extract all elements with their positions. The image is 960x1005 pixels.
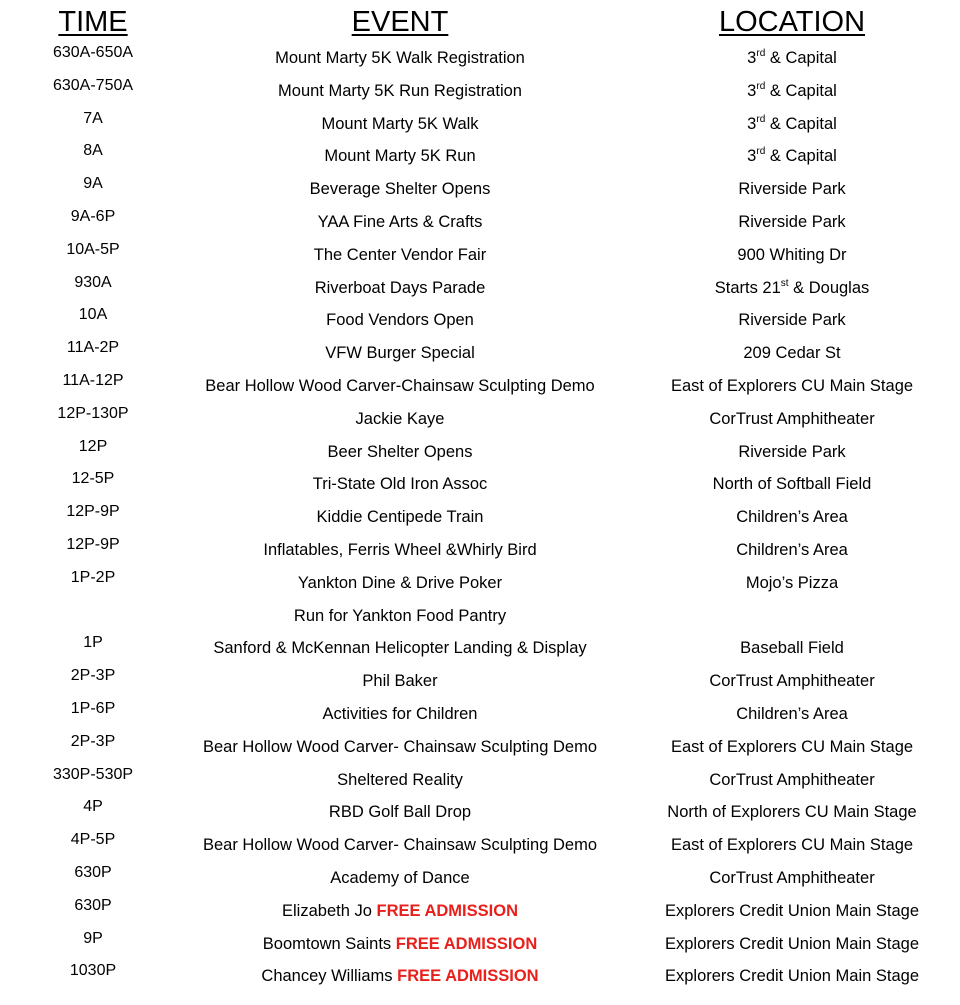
event-header: EVENT bbox=[351, 6, 449, 38]
row-time: 630P bbox=[74, 896, 112, 914]
row-location bbox=[736, 705, 848, 724]
row-location bbox=[709, 771, 874, 790]
event-name: Bear Hollow Wood Carver- Chainsaw Sculpting Demo bbox=[202, 836, 598, 855]
free-admission-label: FREE ADMISSION bbox=[376, 901, 518, 920]
event-name: Food Vendors Open bbox=[326, 311, 474, 330]
row-event bbox=[321, 115, 478, 134]
row-location bbox=[709, 410, 874, 429]
schedule-row bbox=[0, 372, 960, 405]
row-time: 12P bbox=[78, 437, 108, 455]
schedule-row bbox=[0, 208, 960, 241]
row-event bbox=[261, 967, 538, 986]
location-text: Baseball Field bbox=[740, 639, 844, 658]
row-location bbox=[737, 246, 846, 265]
row-location bbox=[715, 279, 870, 298]
row-location bbox=[665, 935, 919, 954]
schedule-table bbox=[0, 44, 960, 995]
schedule-row bbox=[0, 634, 960, 667]
event-name: VFW Burger Special bbox=[325, 344, 475, 363]
event-name: YAA Fine Arts & Crafts bbox=[317, 212, 483, 231]
row-time: 630P bbox=[74, 863, 112, 881]
row-time: 2P-3P bbox=[70, 667, 116, 685]
row-time: 12P-9P bbox=[66, 503, 120, 521]
event-name: Phil Baker bbox=[362, 672, 438, 691]
location-text: 209 Cedar St bbox=[743, 344, 841, 363]
schedule-row bbox=[0, 930, 960, 963]
row-location bbox=[671, 836, 913, 855]
schedule-row bbox=[0, 700, 960, 733]
row-location bbox=[736, 508, 848, 527]
row-event bbox=[298, 574, 502, 593]
row-event bbox=[282, 902, 518, 921]
row-event bbox=[315, 279, 486, 298]
row-time: 1030P bbox=[69, 962, 117, 980]
schedule-row bbox=[0, 536, 960, 569]
event-name: Academy of Dance bbox=[330, 868, 470, 887]
row-event bbox=[203, 836, 597, 855]
row-event bbox=[213, 639, 586, 658]
location-text: Mojo’s Pizza bbox=[745, 573, 839, 592]
row-location bbox=[740, 639, 844, 658]
event-name: Bear Hollow Wood Carver-Chainsaw Sculpting Demo bbox=[205, 376, 595, 395]
event-name: Tri-State Old Iron Assoc bbox=[312, 475, 488, 494]
event-name: Sheltered Reality bbox=[337, 770, 463, 789]
row-time: 1P bbox=[83, 634, 103, 652]
event-name: Mount Marty 5K Run Registration bbox=[278, 81, 522, 100]
event-name: Jackie Kaye bbox=[355, 409, 445, 428]
row-time: 4P-5P bbox=[70, 831, 116, 849]
row-location bbox=[738, 180, 845, 199]
row-time: 1P-2P bbox=[70, 568, 116, 586]
row-time: 7A bbox=[83, 109, 103, 127]
location-text: North of Explorers CU Main Stage bbox=[667, 803, 917, 822]
location-text: Children’s Area bbox=[736, 540, 848, 559]
row-event bbox=[263, 935, 537, 954]
location-text-suffix: & Capital bbox=[765, 114, 837, 133]
row-event bbox=[310, 180, 491, 199]
event-name: Chancey Williams bbox=[261, 967, 393, 986]
row-time: 9P bbox=[83, 929, 103, 947]
location-text: Starts 21 bbox=[714, 278, 781, 297]
row-event bbox=[275, 49, 525, 68]
row-event bbox=[326, 311, 474, 330]
row-location bbox=[709, 672, 874, 691]
time-header: TIME bbox=[58, 6, 128, 38]
location-text: 900 Whiting Dr bbox=[737, 245, 847, 264]
location-text: 3 bbox=[747, 81, 757, 100]
row-location bbox=[667, 803, 916, 822]
schedule-row bbox=[0, 864, 960, 897]
schedule-row bbox=[0, 602, 960, 635]
schedule-row bbox=[0, 339, 960, 372]
location-text: Children’s Area bbox=[736, 704, 848, 723]
schedule-row bbox=[0, 306, 960, 339]
row-event bbox=[314, 246, 486, 265]
event-name: Mount Marty 5K Run bbox=[324, 147, 476, 166]
row-event bbox=[324, 147, 475, 166]
row-time: 930A bbox=[74, 273, 112, 291]
row-event bbox=[337, 771, 463, 790]
event-name: Beverage Shelter Opens bbox=[309, 180, 491, 199]
event-name: Run for Yankton Food Pantry bbox=[293, 606, 507, 625]
event-name: Kiddie Centipede Train bbox=[316, 508, 484, 527]
schedule-row bbox=[0, 897, 960, 930]
location-text: Riverside Park bbox=[738, 311, 846, 330]
ordinal-suffix: st bbox=[780, 277, 789, 289]
row-event bbox=[278, 82, 522, 101]
event-name: Elizabeth Jo bbox=[282, 901, 372, 920]
row-time: 10A-5P bbox=[66, 240, 120, 258]
location-text-suffix: & Capital bbox=[765, 81, 837, 100]
row-time: 11A-12P bbox=[62, 371, 124, 389]
row-event bbox=[362, 672, 437, 691]
schedule-row bbox=[0, 470, 960, 503]
location-text: Children’s Area bbox=[736, 508, 848, 527]
row-location bbox=[713, 475, 872, 494]
row-time: 9A-6P bbox=[70, 207, 116, 225]
row-time: 12P-9P bbox=[66, 535, 120, 553]
schedule-row bbox=[0, 438, 960, 471]
row-location bbox=[665, 967, 919, 986]
schedule-row bbox=[0, 241, 960, 274]
event-name: The Center Vendor Fair bbox=[313, 245, 487, 264]
location-text-suffix: & Douglas bbox=[788, 278, 870, 297]
schedule-row bbox=[0, 831, 960, 864]
row-time: 12-5P bbox=[71, 470, 115, 488]
schedule-row bbox=[0, 142, 960, 175]
row-event bbox=[329, 803, 471, 822]
row-location bbox=[746, 574, 838, 593]
row-event bbox=[294, 607, 506, 626]
ordinal-suffix: rd bbox=[756, 113, 766, 125]
row-time: 12P-130P bbox=[57, 404, 129, 422]
location-text: East of Explorers CU Main Stage bbox=[670, 737, 914, 756]
location-text: 3 bbox=[747, 147, 757, 166]
row-time: 630A-750A bbox=[52, 76, 134, 94]
row-time: 630A-650A bbox=[52, 44, 134, 61]
row-event bbox=[323, 705, 478, 724]
location-text: East of Explorers CU Main Stage bbox=[670, 376, 914, 395]
schedule-row bbox=[0, 962, 960, 995]
row-location bbox=[747, 147, 837, 166]
schedule-row bbox=[0, 77, 960, 110]
location-text: 3 bbox=[747, 114, 757, 133]
location-text: Explorers Credit Union Main Stage bbox=[664, 967, 920, 986]
schedule-row bbox=[0, 733, 960, 766]
schedule-row bbox=[0, 175, 960, 208]
free-admission-label: FREE ADMISSION bbox=[397, 967, 539, 986]
row-event bbox=[356, 410, 445, 429]
ordinal-suffix: rd bbox=[756, 48, 766, 59]
row-event bbox=[328, 443, 473, 462]
event-name: RBD Golf Ball Drop bbox=[328, 803, 472, 822]
location-text: CorTrust Amphitheater bbox=[709, 868, 875, 887]
row-location bbox=[709, 869, 874, 888]
event-name: Boomtown Saints bbox=[262, 934, 392, 953]
event-name: Bear Hollow Wood Carver- Chainsaw Sculpting Demo bbox=[202, 737, 598, 756]
row-event bbox=[203, 738, 597, 757]
row-event bbox=[205, 377, 594, 396]
location-text: Riverside Park bbox=[738, 180, 846, 199]
schedule-row bbox=[0, 766, 960, 799]
row-time: 1P-6P bbox=[70, 699, 116, 717]
row-location bbox=[743, 344, 840, 363]
row-location bbox=[671, 738, 913, 757]
location-text: Explorers Credit Union Main Stage bbox=[664, 934, 920, 953]
row-location bbox=[738, 443, 845, 462]
row-time: 10A bbox=[78, 306, 108, 324]
schedule-row bbox=[0, 503, 960, 536]
row-location bbox=[747, 82, 837, 101]
location-text: North of Softball Field bbox=[712, 475, 872, 494]
row-event bbox=[325, 344, 474, 363]
row-location bbox=[747, 115, 837, 134]
row-location bbox=[736, 541, 848, 560]
location-text: Explorers Credit Union Main Stage bbox=[664, 901, 920, 920]
row-time: 2P-3P bbox=[70, 732, 116, 750]
event-name: Mount Marty 5K Walk Registration bbox=[275, 49, 525, 67]
ordinal-suffix: rd bbox=[756, 80, 766, 92]
location-text: East of Explorers CU Main Stage bbox=[670, 836, 914, 855]
row-time: 4P bbox=[83, 798, 103, 816]
location-text: CorTrust Amphitheater bbox=[709, 672, 875, 691]
schedule-row bbox=[0, 667, 960, 700]
schedule-row bbox=[0, 798, 960, 831]
location-text: 3 bbox=[747, 49, 757, 67]
schedule-row bbox=[0, 110, 960, 143]
schedule-row bbox=[0, 569, 960, 602]
row-location bbox=[665, 902, 919, 921]
event-name: Sanford & McKennan Helicopter Landing & Display bbox=[213, 639, 587, 658]
row-time: 330P-530P bbox=[52, 765, 134, 783]
event-name: Beer Shelter Opens bbox=[327, 442, 473, 461]
event-name: Yankton Dine & Drive Poker bbox=[297, 573, 503, 592]
row-event bbox=[313, 475, 488, 494]
row-event bbox=[330, 869, 469, 888]
row-location bbox=[671, 377, 913, 396]
row-event bbox=[263, 541, 536, 560]
row-time: 11A-2P bbox=[66, 339, 120, 357]
location-text-suffix: & Capital bbox=[765, 147, 837, 166]
event-name: Mount Marty 5K Walk bbox=[321, 114, 479, 133]
location-text: Riverside Park bbox=[738, 442, 846, 461]
schedule-row bbox=[0, 405, 960, 438]
location-text: CorTrust Amphitheater bbox=[709, 770, 875, 789]
row-location bbox=[747, 49, 837, 68]
event-name: Riverboat Days Parade bbox=[314, 278, 486, 297]
event-name: Activities for Children bbox=[322, 704, 478, 723]
location-text: CorTrust Amphitheater bbox=[709, 409, 875, 428]
location-text-suffix: & Capital bbox=[765, 49, 837, 67]
row-event bbox=[318, 213, 483, 232]
schedule-row bbox=[0, 274, 960, 307]
ordinal-suffix: rd bbox=[756, 146, 766, 158]
location-text: Riverside Park bbox=[738, 212, 846, 231]
event-name: Inflatables, Ferris Wheel &Whirly Bird bbox=[263, 540, 537, 559]
free-admission-label: FREE ADMISSION bbox=[395, 934, 538, 953]
row-time: 9A bbox=[83, 175, 103, 193]
location-header: LOCATION bbox=[718, 6, 866, 38]
schedule-row bbox=[0, 44, 960, 77]
row-location bbox=[738, 311, 845, 330]
row-event bbox=[317, 508, 484, 527]
row-time: 8A bbox=[83, 142, 103, 160]
row-location bbox=[738, 213, 845, 232]
